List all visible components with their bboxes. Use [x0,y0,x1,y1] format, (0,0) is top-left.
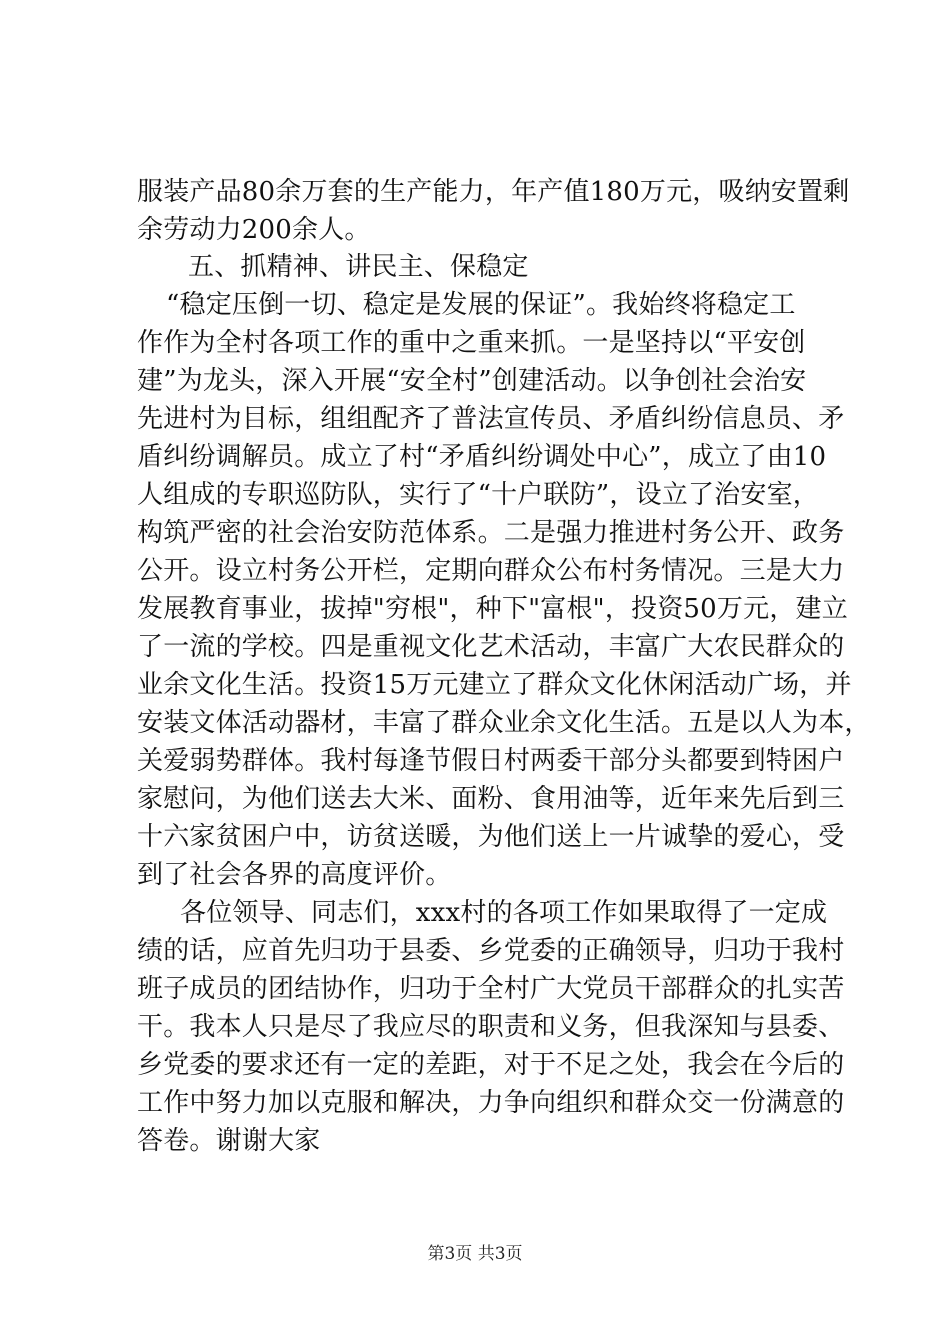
text-line: 班子成员的团结协作，归功于全村广大党员干部群众的扎实苦 [137,974,845,1004]
text-line: 先进村为目标，组组配齐了普法宣传员、矛盾纠纷信息员、矛 [137,404,845,434]
text-line: 作作为全村各项工作的重中之重来抓。一是坚持以“平安创 [137,328,806,358]
text-line: 家慰问，为他们送去大米、面粉、食用油等，近年来先后到三 [137,784,845,814]
text-line: 各位领导、同志们，xxx村的各项工作如果取得了一定成 [180,898,828,928]
text-line: 服装产品80余万套的生产能力，年产值180万元，吸纳安置剩 [137,177,850,207]
text-line: 关爱弱势群体。我村每逢节假日村两委干部分头都要到特困户 [137,746,845,776]
section-heading: 五、抓精神、讲民主、保稳定 [188,252,529,282]
text-line: 建”为龙头，深入开展“安全村”创建活动。以争创社会治安 [137,366,807,396]
text-line: 到了社会各界的高度评价。 [137,860,452,890]
text-line: 乡党委的要求还有一定的差距，对于不足之处，我会在今后的 [137,1050,845,1080]
text-line: “稳定压倒一切、稳定是发展的保证”。我始终将稳定工 [166,290,796,320]
text-line: 绩的话，应首先归功于县委、乡党委的正确领导，归功于我村 [137,936,845,966]
text-line: 安装文体活动器材，丰富了群众业余文化生活。五是以人为本， [137,708,871,738]
text-line: 答卷。谢谢大家 [137,1126,321,1156]
text-line: 工作中努力加以克服和解决，力争向组织和群众交一份满意的 [137,1088,845,1118]
text-line: 业余文化生活。投资15万元建立了群众文化休闲活动广场，并 [137,670,852,700]
page-number-footer: 第3页 共3页 [427,1244,523,1264]
text-line: 干。我本人只是尽了我应尽的职责和义务，但我深知与县委、 [137,1012,845,1042]
text-line: 人组成的专职巡防队，实行了“十户联防”，设立了治安室， [137,480,819,510]
text-line: 公开。设立村务公开栏，定期向群众公布村务情况。三是大力 [137,556,845,586]
text-line: 了一流的学校。四是重视文化艺术活动，丰富广大农民群众的 [137,632,845,662]
text-line: 盾纠纷调解员。成立了村“矛盾纠纷调处中心”，成立了由10 [137,442,827,472]
text-line: 十六家贫困户中，访贫送暖，为他们送上一片诚挚的爱心，受 [137,822,845,852]
text-line: 余劳动力200余人。 [137,215,371,245]
text-line: 发展教育事业，拔掉"穷根"，种下"富根"，投资50万元，建立 [137,594,848,624]
text-line: 构筑严密的社会治安防范体系。二是强力推进村务公开、政务 [137,518,845,548]
